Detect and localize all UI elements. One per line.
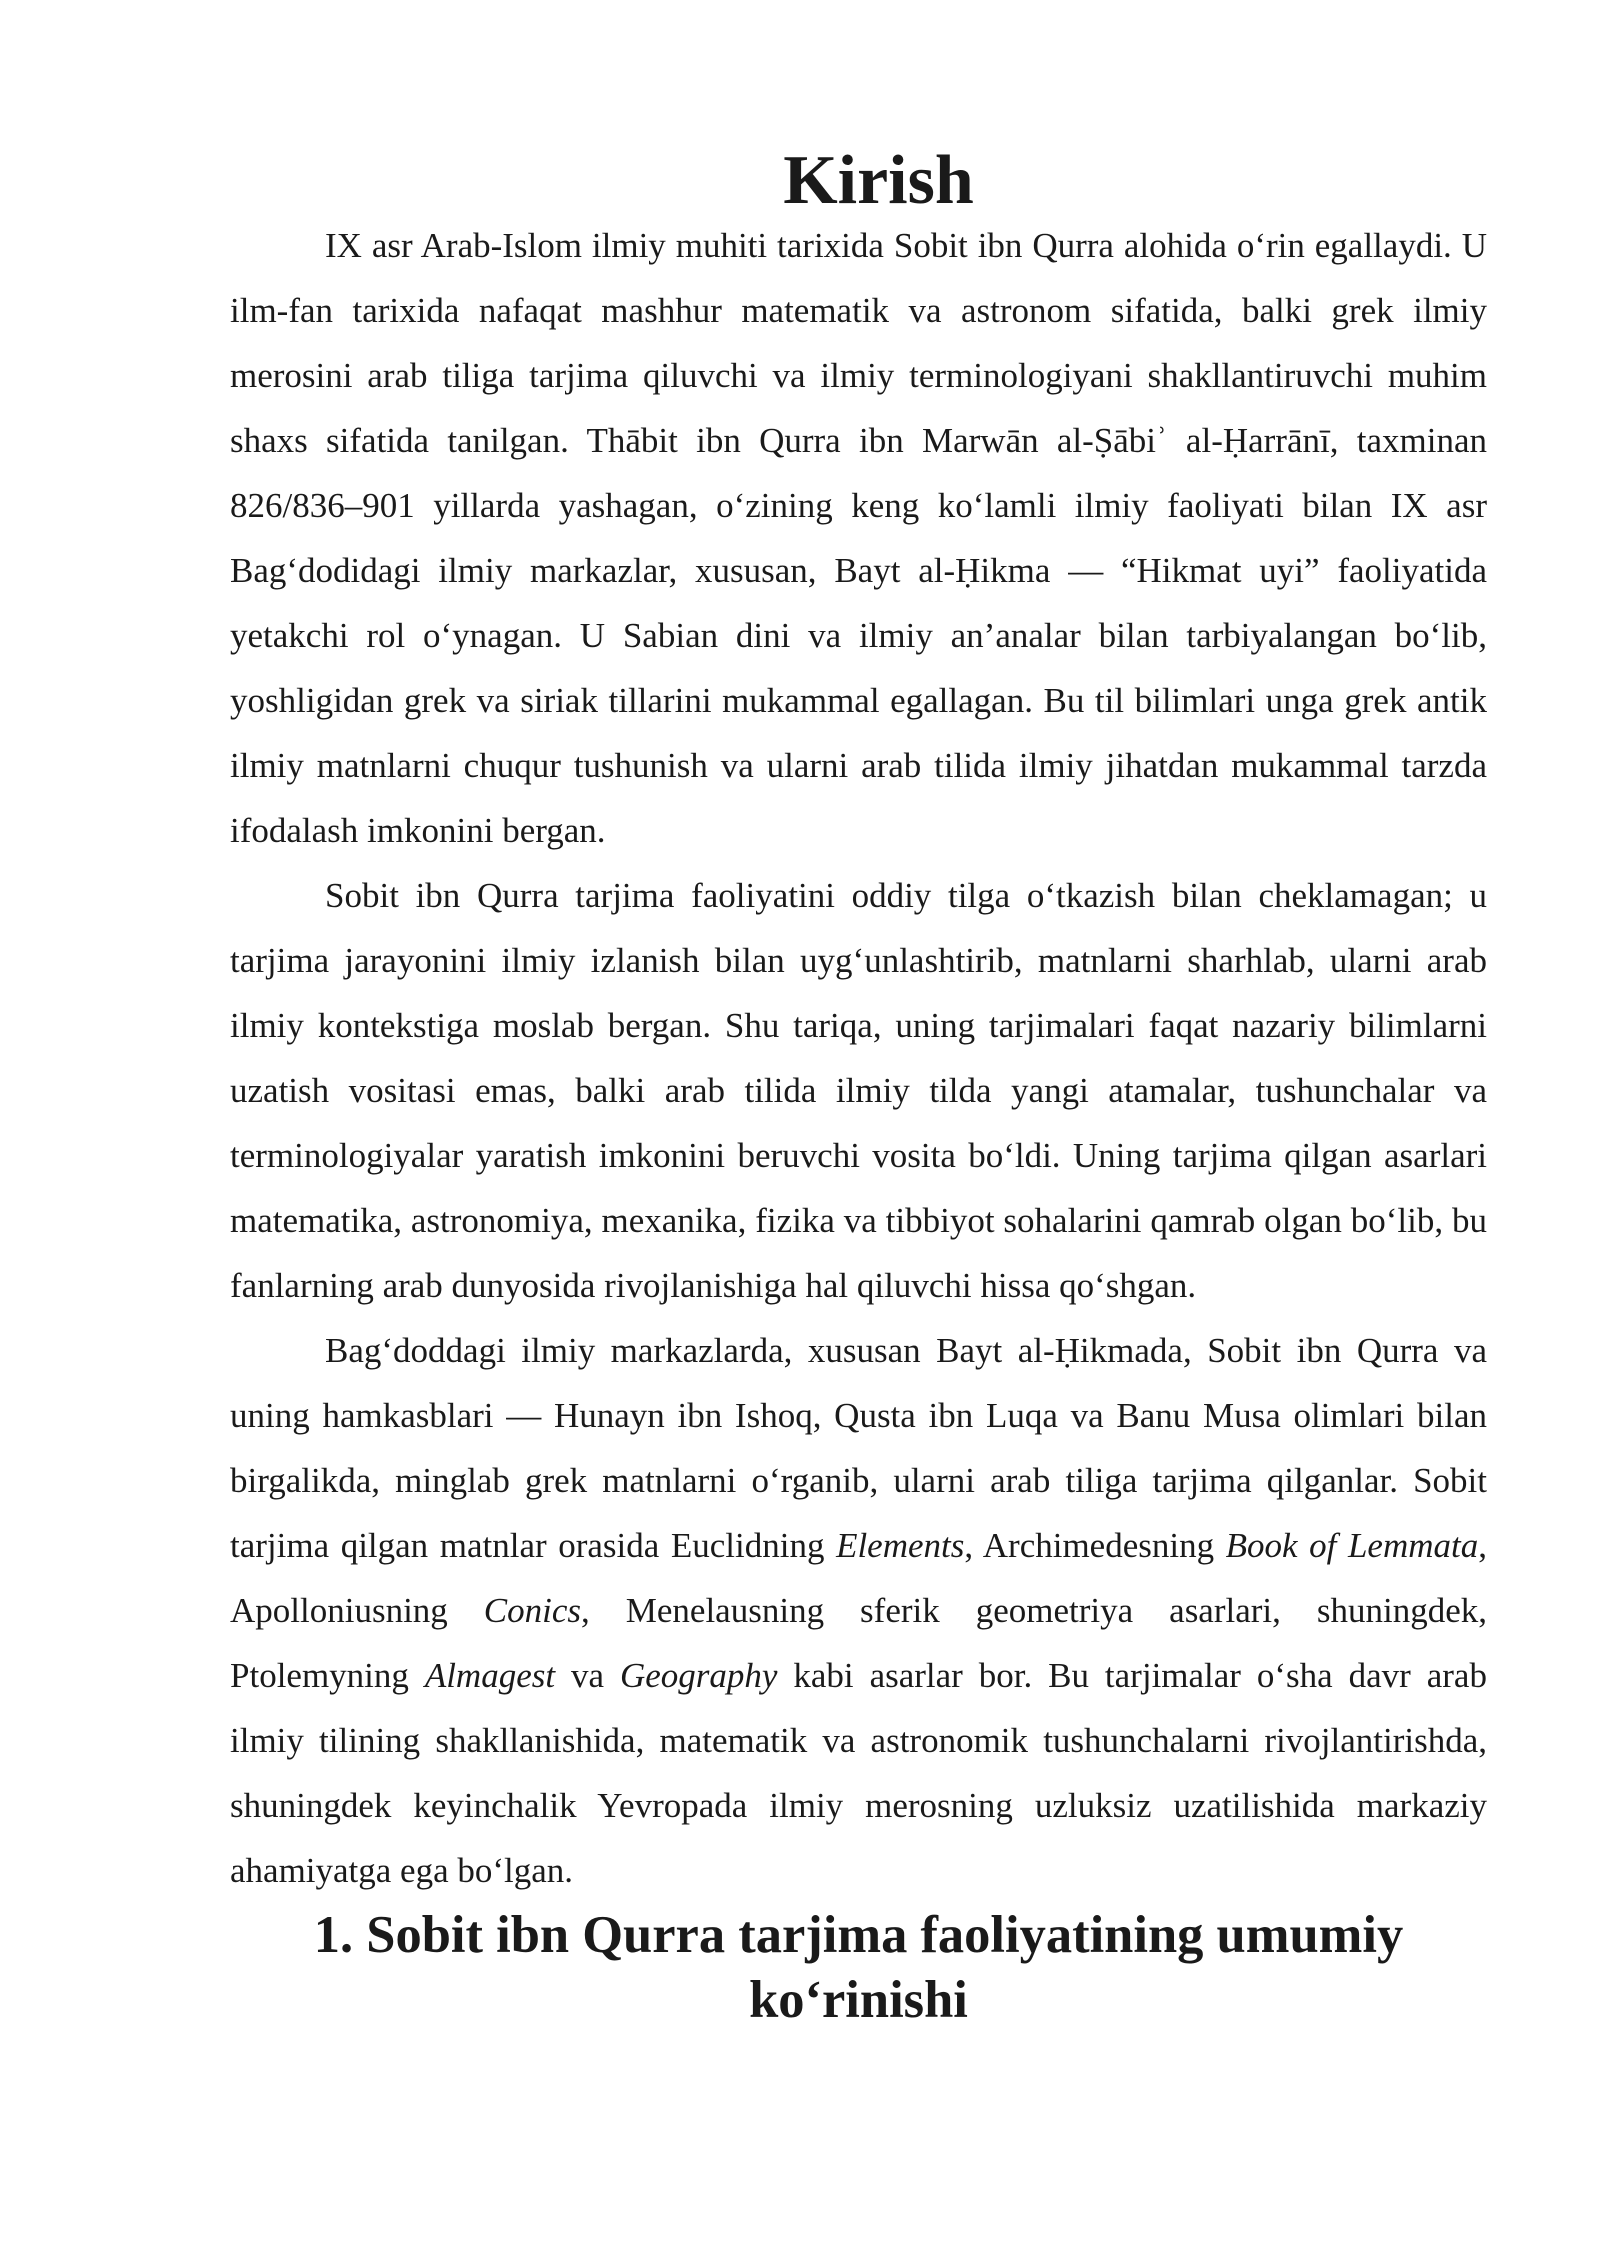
section-heading: 1. Sobit ibn Qurra tarjima faoliyatining umumiy ko‘rinishi: [313, 1906, 1404, 2029]
paragraph-2-text: Sobit ibn Qurra tarjima faoliyatini oddiy tilga o‘tkazish bilan cheklamagan; u tarjima jarayonini ilmiy izlanish bilan uyg‘unlashtirib, matnlarni sharhlab, ularni arab ilmiy kontekstiga moslab bergan. Shu tariqa, uning tarjimalari faqat nazariy bilimlarni uzatish vositasi emas, balki arab tilida ilmiy tilda yangi atamalar, tushunchalar va terminologiyalar yaratish imkonini beruvchi vosita bo‘ldi. Uning tarjima qilgan asarlari matematika, astronomiya, mexanika, fizika va tibbiyot sohalarini qamrab olgan bo‘lib, bu fanlarning arab dunyosida rivojlanishiga hal qiluvchi hissa qo‘shgan.: [230, 876, 1487, 1305]
paragraph-3-text: , Menelausning sferik geometriya asarlari, shuningdek, Ptolemyning: [230, 1591, 1488, 1695]
book-title-elements: Elements: [836, 1526, 965, 1565]
paragraph-3-text: kabi asarlar bor. Bu tarjimalar o‘sha davr arab ilmiy tilining shakllanishida, matematik va astronomik tushunchalarni rivojlantirishda, shuningdek keyinchalik Yevropada ilmiy merosning uzluksiz uzatilishida markaziy ahamiyatga ega bo‘lgan.: [230, 1656, 1487, 1890]
paragraph-2: [230, 863, 1487, 1318]
paragraph-1: [230, 213, 1487, 863]
paragraph-3-text: va: [555, 1656, 620, 1695]
document-body: [230, 142, 1488, 2033]
book-title-lemmata: Book of Lemmata: [1225, 1526, 1479, 1565]
page-title: Kirish: [783, 142, 974, 219]
paragraph-3-text: , Archimedesning: [964, 1526, 1226, 1565]
book-title-geography: Geography: [619, 1656, 778, 1695]
paragraph-3: [230, 1318, 1487, 1903]
book-title-conics: Conics: [483, 1591, 582, 1630]
book-title-almagest: Almagest: [424, 1656, 556, 1695]
paragraph-3-text: Bag‘doddagi ilmiy markazlarda, xususan Bayt al-Ḥikmada, Sobit ibn Qurra va uning hamkasblari — Hunayn ibn Ishoq, Qusta ibn Luqa va Banu Musa olimlari bilan birgalikda, minglab grek matnlarni o‘rganib, ularni arab tiliga tarjima qilganlar. Sobit tarjima qilgan matnlar orasida Euclidning: [230, 1331, 1487, 1565]
paragraph-1-text: IX asr Arab-Islom ilmiy muhiti tarixida Sobit ibn Qurra alohida o‘rin egallaydi. U ilm-fan tarixida nafaqat mashhur matematik va astronom sifatida, balki grek ilmiy merosini arab tiliga tarjima qiluvchi va ilmiy terminologiyani shakllantiruvchi muhim shaxs sifatida tanilgan. Thābit ibn Qurra ibn Marwān al-Ṣābiʾ al-Ḥarrānī, taxminan 826/836–901 yillarda yashagan, o‘zining keng ko‘lamli ilmiy faoliyati bilan IX asr Bag‘dodidagi ilmiy markazlar, xususan, Bayt al-Ḥikma — “Hikmat uyi” faoliyatida yetakchi rol o‘ynagan. U Sabian dini va ilmiy an’analar bilan tarbiyalangan bo‘lib, yoshligidan grek va siriak tillarini mukammal egallagan. Bu til bilimlari unga grek antik ilmiy matnlarni chuqur tushunish va ularni arab tilida ilmiy jihatdan mukammal tarzda ifodalash imkonini bergan.: [230, 226, 1487, 850]
paragraph-3-text: , Apolloniusning: [230, 1526, 1487, 1630]
